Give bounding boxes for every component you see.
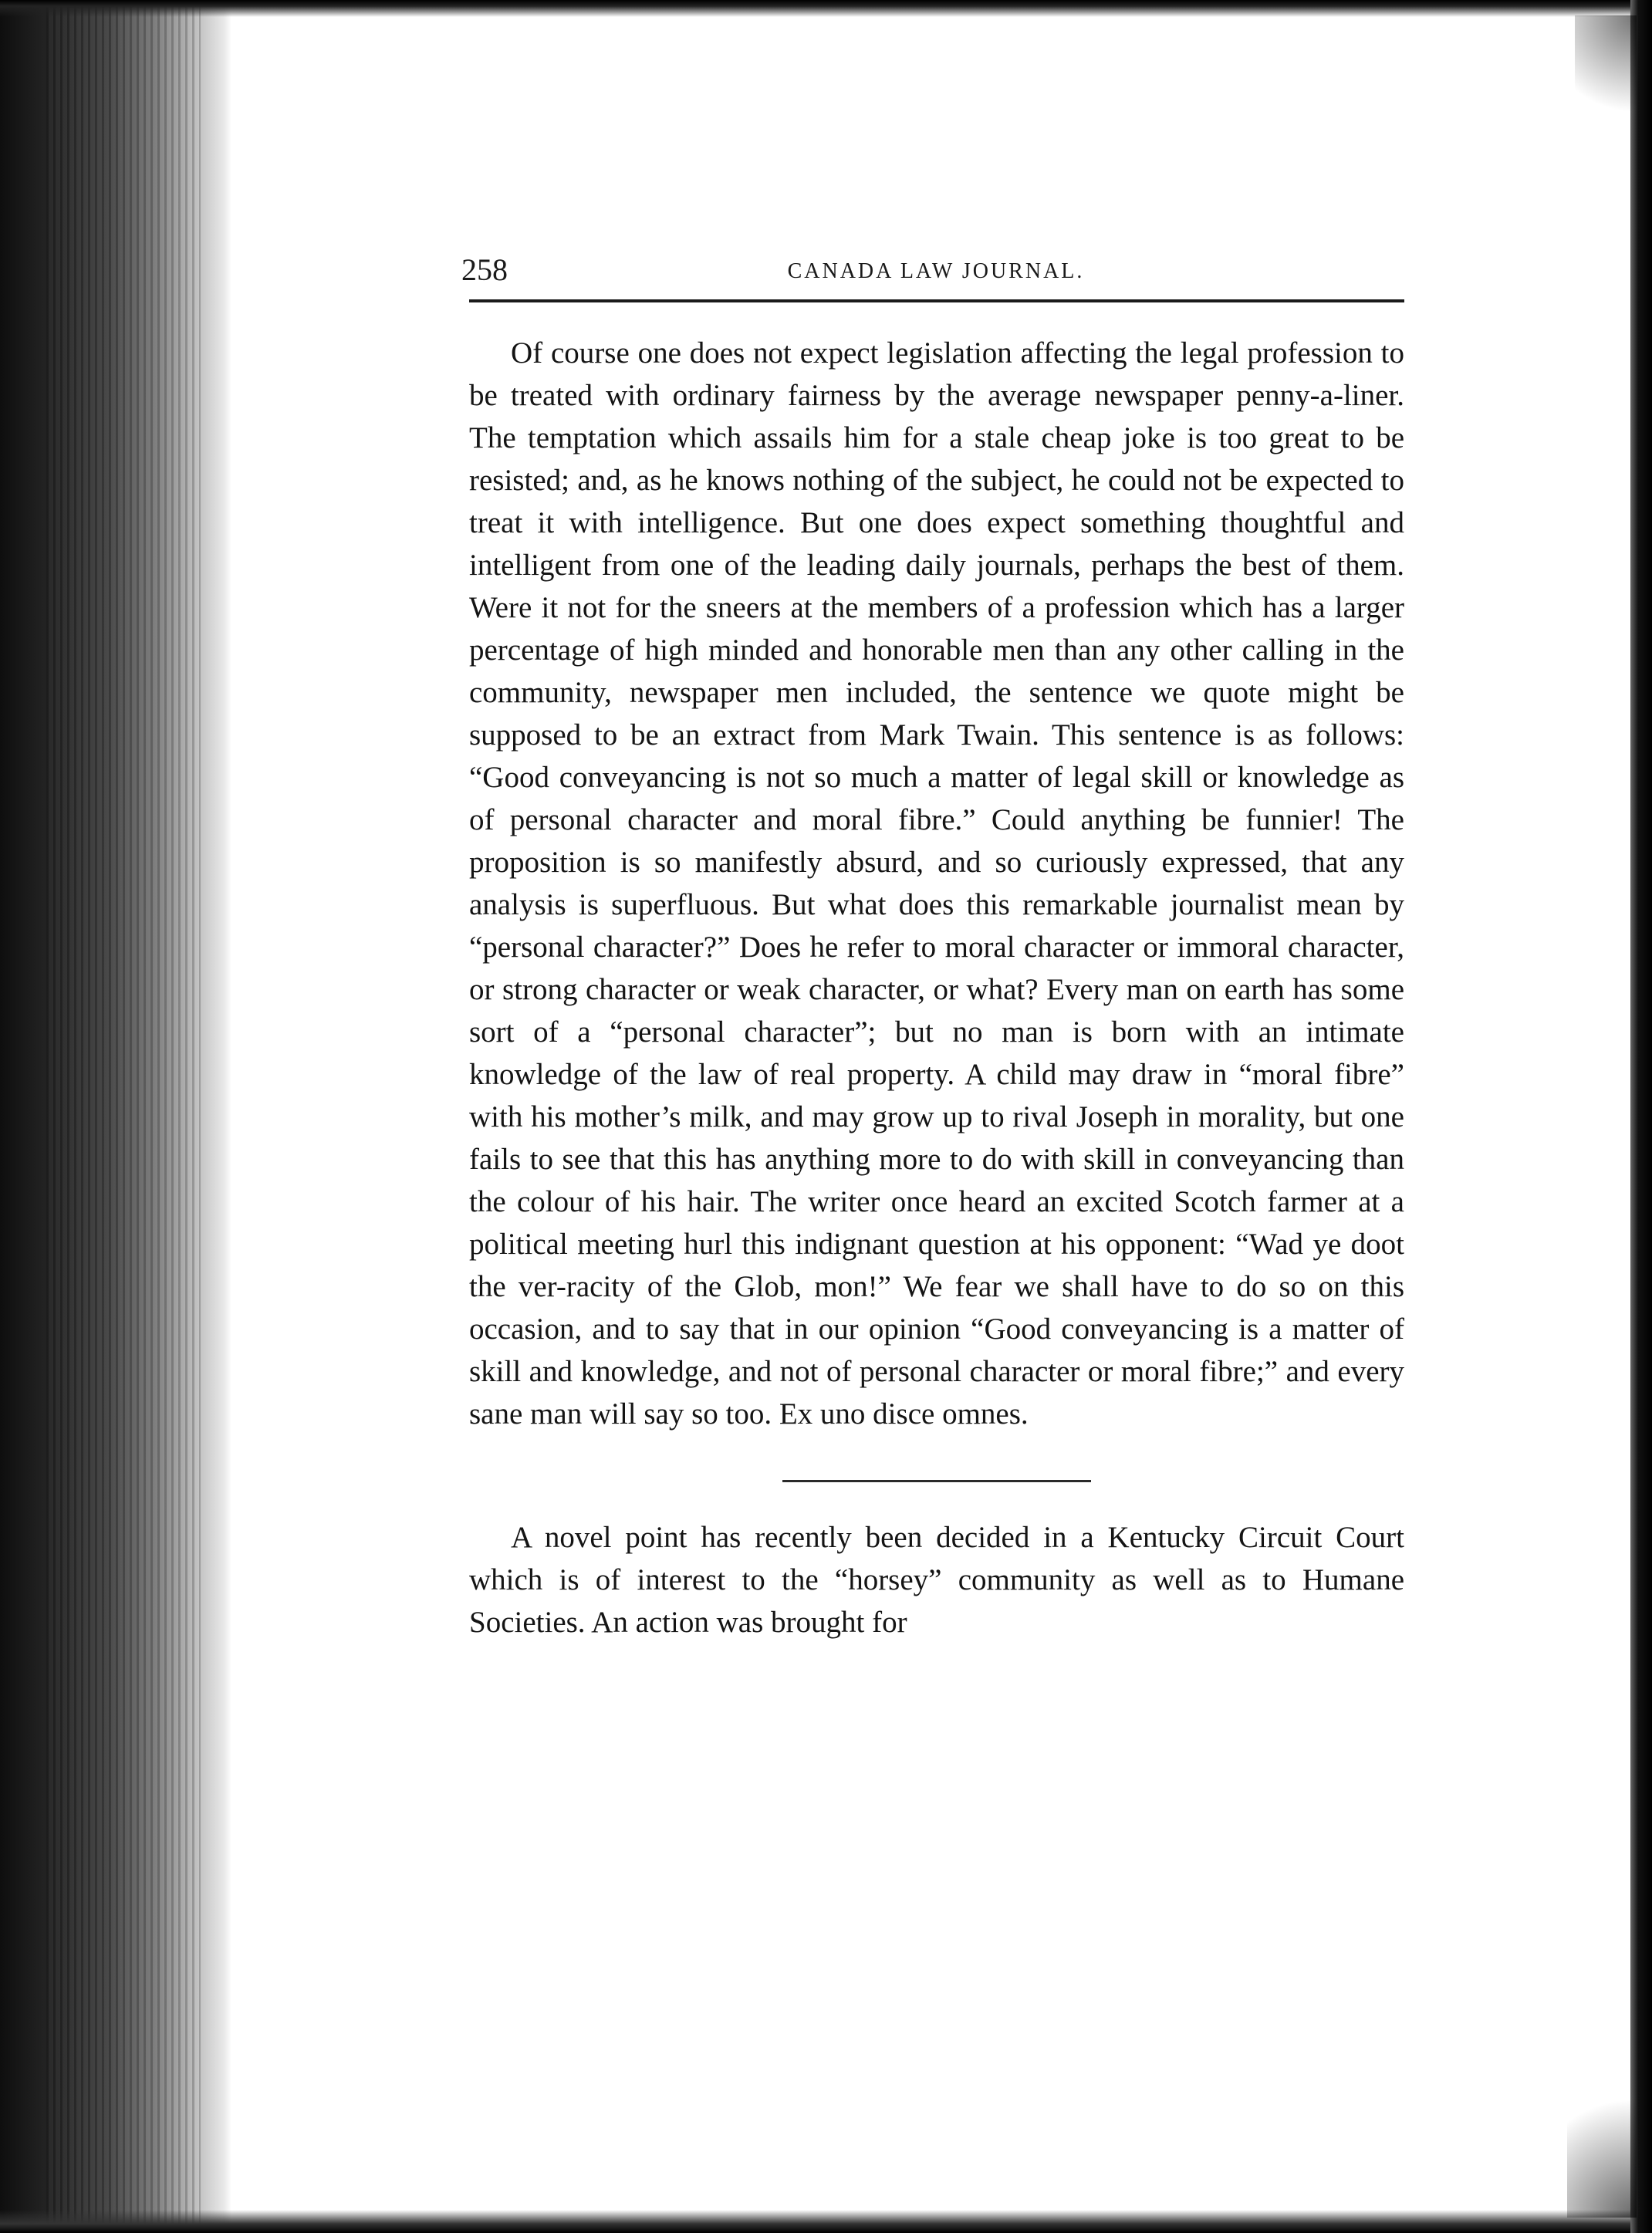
page-number: 258: [461, 252, 508, 287]
section-separator: [782, 1480, 1091, 1482]
right-scan-edge: [1630, 0, 1652, 2233]
header-rule: [469, 299, 1404, 302]
bottom-scan-edge: [0, 2210, 1652, 2233]
paragraph-conveyancing: Of course one does not expect legislation affecting the legal profession to be treated with ordinary fairness by the average newspaper penny-a-liner. The temptation which assails him for a stale cheap joke is too great to be resisted; and, as he knows nothing of the subject, he could not be expected to treat it with intelligence. But one does expect something thoughtful and intelligent from one of the leading daily journals, perhaps the best of them. Were it not for the sneers at the members of a profession which has a larger percentage of high minded and honorable men than any other calling in the community, newspaper men included, the sentence we quote might be supposed to be an extract from Mark Twain. This sentence is as follows: “Good conveyancing is not so much a matter of legal skill or knowledge as of personal character and moral fibre.” Could anything be funnier! The proposition is so manifestly absurd, and so curiously expressed, that any analysis is superfluous. But what does this remarkable journalist mean by “personal character?” Does he refer to moral character or immoral character, or strong character or weak character, or what? Every man on earth has some sort of a “personal character”; but no man is born with an intimate knowledge of the law of real property. A child may draw in “moral fibre” with his mother’s milk, and may grow up to rival Joseph in morality, but one fails to see that this has anything more to do with skill in conveyancing than the colour of his hair. The writer once heard an excited Scotch farmer at a political meeting hurl this indignant question at his opponent: “Wad ye doot the ver-racity of the Glob, mon!” We fear we shall have to do so on this occasion, and to say that in our opinion “Good conveyancing is a matter of skill and knowledge, and not of personal character or moral fibre;” and every sane man will say so too. Ex uno disce omnes.: [469, 336, 1404, 1431]
top-right-smudge: [1575, 15, 1637, 139]
running-head: CANADA LAW JOURNAL.: [787, 259, 1085, 283]
article-body: [469, 332, 1404, 1644]
top-scan-edge: [0, 0, 1652, 17]
page-header: [461, 247, 1410, 293]
bottom-right-smudge: [1567, 2063, 1637, 2218]
page-edge-stripes: [46, 0, 201, 2233]
paragraph-kentucky-case: A novel point has recently been decided in a Kentucky Circuit Court which is of interest to the “horsey” community as well as to Humane Societies. An action was brought for: [469, 1521, 1404, 1639]
